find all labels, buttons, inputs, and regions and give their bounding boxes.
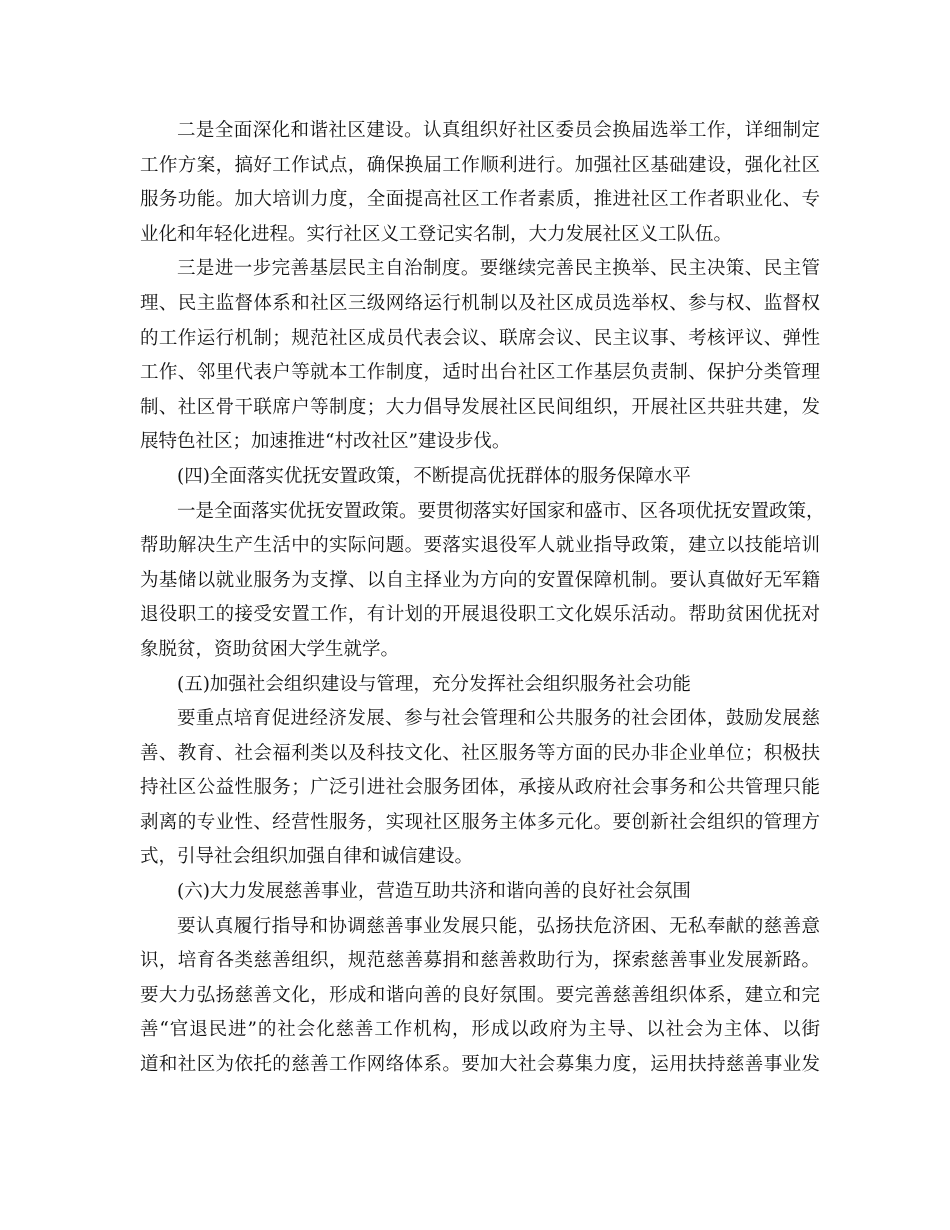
text-line: 业化和年轻化进程。实行社区义工登记实名制，大力发展社区义工队伍。 [140,223,733,245]
text-line: 为基储以就业服务为支撑、以自主择业为方向的安置保障机制。要认真做好无军籍 [140,569,820,591]
text-line: 要认真履行指导和协调慈善事业发展只能，弘扬扶危济困、无私奉献的慈善意 [177,915,820,937]
text-line: 三是进一步完善基层民主自治制度。要继续完善民主换举、民主决策、民主管 [177,258,820,280]
section-heading-6 [140,875,820,910]
text-line: 识，培育各类慈善组织，规范慈善募捐和慈善救助行为，探索慈善事业发展新路。 [140,950,820,972]
text-line: 工作、邻里代表户等就本工作制度，适时出台社区工作基层负责制、保护分类管理 [140,362,820,384]
paragraph-4 [140,702,820,875]
text-line: 道和社区为依托的慈善工作网络体系。要加大社会募集力度，运用扶持慈善事业发 [140,1054,820,1076]
heading-line: (五)加强社会组织建设与管理，充分发挥社会组织服务社会功能 [177,673,691,695]
document-page [140,114,825,1083]
text-line: 剥离的专业性、经营性服务，实现社区服务主体多元化。要创新社会组织的管理方 [140,811,820,833]
text-line: 象脱贫，资助贫困大学生就学。 [140,638,400,660]
text-line: 帮助解决生产生活中的实际问题。要落实退役军人就业指导政策，建立以技能培训 [140,535,820,557]
text-line: 服务功能。加大培训力度，全面提高社区工作者素质，推进社区工作者职业化、专 [140,189,820,211]
paragraph-3 [140,495,825,668]
text-line: 展特色社区；加速推进“村改社区”建设步伐。 [140,431,511,453]
text-line: 退役职工的接受安置工作，有计划的开展退役职工文化娱乐活动。帮助贫困优抚对 [140,604,820,626]
text-line: 理、民主监督体系和社区三级网络运行机制以及社区成员选举权、参与权、监督权 [140,292,820,314]
heading-line: (四)全面落实优抚安置政策，不断提高优抚群体的服务保障水平 [177,465,691,487]
text-line: 制、社区骨干联席户等制度；大力倡导发展社区民间组织，开展社区共驻共建，发 [140,396,820,418]
text-line: 要重点培育促进经济发展、参与社会管理和公共服务的社会团体，鼓励发展慈 [177,708,820,730]
text-line: 的工作运行机制；规范社区成员代表会议、联席会议、民主议事、考核评议、弹性 [140,327,820,349]
section-heading-4 [140,460,820,495]
paragraph-5 [140,910,820,1083]
paragraph-2 [140,252,820,460]
section-heading-5 [140,668,820,703]
paragraph-1 [140,114,820,252]
text-line: 式，引导社会组织加强自律和诚信建设。 [140,846,474,868]
text-line: 善、教育、社会福利类以及科技文化、社区服务等方面的民办非企业单位；积极扶 [140,742,820,764]
text-line: 工作方案，搞好工作试点，确保换届工作顺利进行。加强社区基础建设，强化社区 [140,154,820,176]
text-line: 二是全面深化和谐社区建设。认真组织好社区委员会换届选举工作，详细制定 [177,120,820,141]
text-line: 持社区公益性服务；广泛引进社会服务团体，承接从政府社会事务和公共管理只能 [140,777,820,799]
text-line: 一是全面落实优抚安置政策。要贯彻落实好国家和盛市、区各项优抚安置政策， [177,500,825,522]
text-line: 要大力弘扬慈善文化，形成和谐向善的良好氛围。要完善慈善组织体系，建立和完 [140,984,820,1006]
text-line: 善“官退民进”的社会化慈善工作机构，形成以政府为主导、以社会为主体、以街 [140,1019,820,1041]
heading-line: (六)大力发展慈善事业，营造互助共济和谐向善的良好社会氛围 [177,881,691,903]
